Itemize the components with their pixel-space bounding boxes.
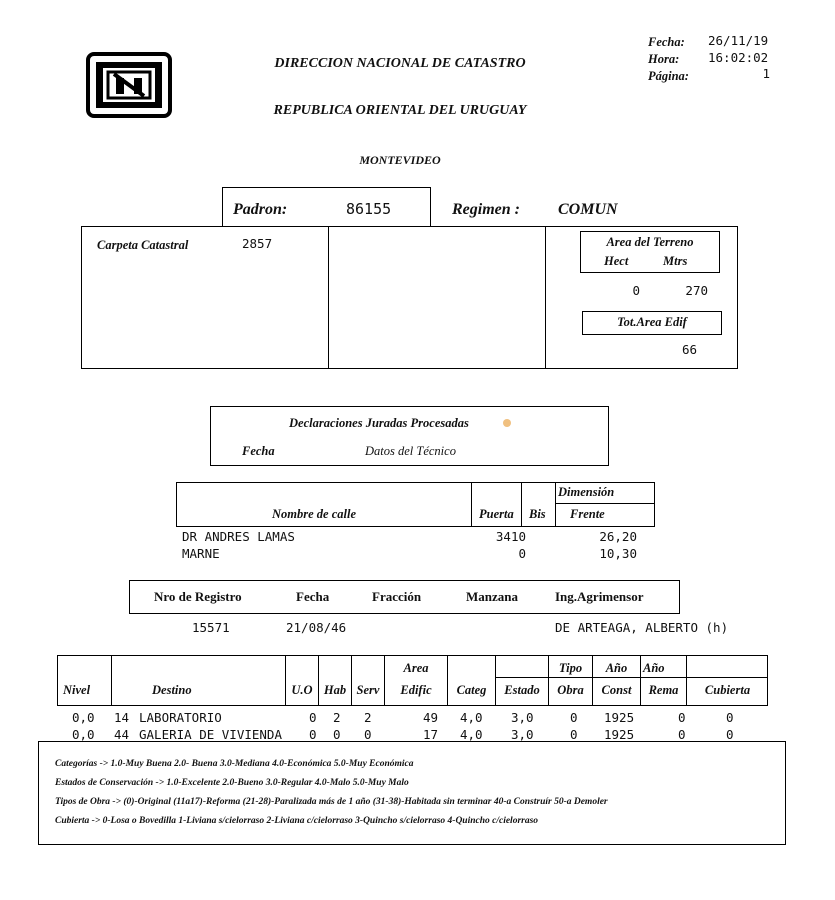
calle-row-1-puerta: 3410 — [495, 529, 526, 544]
u-row-2-area: 17 — [422, 727, 438, 742]
regimen-label: Regimen : — [452, 201, 520, 218]
bis-header: Bis — [529, 507, 546, 521]
uh-div-2 — [285, 655, 286, 706]
u-row-2-tipo: 0 — [570, 727, 578, 742]
u-row-1-uo: 0 — [309, 710, 317, 725]
u-row-2-estado: 3,0 — [511, 727, 534, 742]
registro-ing-value: DE ARTEAGA, ALBERTO (h) — [555, 620, 729, 635]
agency-title: DIRECCION NACIONAL DE CATASTRO — [274, 56, 526, 71]
catastro-logo — [86, 52, 172, 118]
department-title: MONTEVIDEO — [359, 153, 441, 167]
h-uo: U.O — [291, 683, 313, 697]
u-row-1-tipo: 0 — [570, 710, 578, 725]
h-const-top: Año — [605, 661, 628, 675]
declaraciones-fecha-label: Fecha — [242, 444, 275, 458]
hora-value: 16:02:02 — [708, 50, 769, 65]
legend-box — [38, 741, 786, 845]
frente-header: Frente — [570, 507, 605, 521]
legend-cubierta: Cubierta -> 0-Losa o Bovedilla 1-Liviana s/cielorraso 2-Liviana c/cielorraso 3-Quincho s/cielorraso 4-Quincho c/cielorraso — [55, 816, 539, 826]
h-categ: Categ — [456, 683, 487, 697]
uh-div-1 — [111, 655, 112, 706]
calle-row-1-frente: 26,20 — [599, 529, 637, 544]
u-row-1-serv: 2 — [364, 710, 372, 725]
calles-divider-2 — [521, 482, 522, 527]
legend-tipos: Tipos de Obra -> (0)-Original (11a17)-Reforma (21-28)-Paralizada más de 1 año (31-38)-Habitada sin terminar 40-a Construír 50-a Demoler — [55, 797, 608, 807]
nombre-calle-header: Nombre de calle — [272, 507, 357, 521]
h-tipo-bottom: Obra — [557, 683, 584, 697]
hect-value: 0 — [632, 283, 640, 298]
registro-manzana-header: Manzana — [466, 589, 518, 604]
u-row-1-estado: 3,0 — [511, 710, 534, 725]
h-estado: Estado — [504, 683, 540, 697]
pagina-label: Página: — [648, 69, 689, 83]
u-row-1-hab: 2 — [333, 710, 341, 725]
u-row-2-cod: 44 — [114, 727, 130, 742]
uh-div-6 — [447, 655, 448, 706]
declaraciones-tecnico-label: Datos del Técnico — [365, 444, 456, 458]
registro-nro-header: Nro de Registro — [154, 589, 242, 604]
registro-nro-value: 15571 — [192, 620, 230, 635]
calles-divider-1 — [471, 482, 472, 527]
tot-area-value: 66 — [681, 342, 697, 357]
calle-row-2-nombre: MARNE — [182, 546, 220, 561]
carpeta-divider-2 — [545, 226, 546, 369]
registro-fecha-header: Fecha — [296, 589, 330, 604]
uh-div-3 — [318, 655, 319, 706]
u-row-2-const: 1925 — [604, 727, 635, 742]
area-terreno-label: Area del Terreno — [606, 235, 694, 249]
uh-div-7 — [495, 655, 496, 706]
u-row-1-destino: LABORATORIO — [139, 710, 222, 725]
h-tipo-top: Tipo — [558, 661, 583, 675]
registro-fecha-value: 21/08/46 — [286, 620, 347, 635]
h-rema-top: Año — [643, 661, 665, 675]
u-row-2-uo: 0 — [309, 727, 317, 742]
u-row-1-categ: 4,0 — [460, 710, 483, 725]
status-dot — [503, 419, 511, 427]
hora-label: Hora: — [648, 52, 680, 66]
u-row-1-area: 49 — [422, 710, 438, 725]
u-row-2-nivel: 0,0 — [72, 727, 95, 742]
legend-estados: Estados de Conservación -> 1.0-Excelente 2.0-Bueno 3.0-Regular 4.0-Malo 5.0-Muy Malo — [55, 778, 409, 788]
h-cubierta: Cubierta — [704, 683, 751, 697]
u-row-1-cod: 14 — [114, 710, 130, 725]
calle-row-2-puerta: 0 — [518, 546, 526, 561]
calle-row-1-nombre: DR ANDRES LAMAS — [182, 529, 295, 544]
calle-row-2-frente: 10,30 — [599, 546, 637, 561]
mtrs-value: 270 — [685, 283, 708, 298]
h-destino: Destino — [152, 683, 192, 697]
carpeta-label: Carpeta Catastral — [97, 238, 189, 252]
dimension-header: Dimensión — [558, 485, 615, 499]
u-row-1-nivel: 0,0 — [72, 710, 95, 725]
h-hab: Hab — [323, 683, 347, 697]
fecha-value: 26/11/19 — [708, 33, 769, 48]
tot-area-label: Tot.Area Edif — [617, 315, 687, 329]
regimen-value: COMUN — [558, 201, 618, 218]
declaraciones-title: Declaraciones Juradas Procesadas — [289, 416, 469, 430]
u-row-2-categ: 4,0 — [460, 727, 483, 742]
h-const-bottom: Const — [601, 683, 632, 697]
u-row-1-const: 1925 — [604, 710, 635, 725]
uh-div-h — [495, 677, 768, 678]
carpeta-value: 2857 — [242, 236, 273, 251]
puerta-header: Puerta — [479, 507, 514, 521]
uh-div-10 — [640, 655, 641, 706]
h-area-top: Area — [403, 661, 429, 675]
h-area-bottom: Edific — [400, 683, 432, 697]
u-row-2-destino: GALERIA DE VIVIENDA — [139, 727, 282, 742]
mtrs-label: Mtrs — [663, 254, 688, 268]
u-row-2-hab: 0 — [333, 727, 341, 742]
padron-label: Padron: — [233, 201, 288, 218]
registro-ing-header: Ing.Agrimensor — [555, 589, 644, 604]
country-title: REPUBLICA ORIENTAL DEL URUGUAY — [273, 103, 527, 118]
uh-div-11 — [686, 655, 687, 706]
u-row-1-rema: 0 — [678, 710, 686, 725]
carpeta-divider-1 — [328, 226, 329, 369]
legend-categorias: Categorías -> 1.0-Muy Buena 2.0- Buena 3.0-Mediana 4.0-Económica 5.0-Muy Económica — [55, 759, 414, 769]
uh-div-4 — [351, 655, 352, 706]
u-row-2-cubierta: 0 — [726, 727, 734, 742]
u-row-2-rema: 0 — [678, 727, 686, 742]
h-nivel: Nivel — [63, 683, 91, 697]
h-rema-bottom: Rema — [648, 683, 679, 697]
calles-divider-4 — [555, 503, 655, 504]
fecha-label: Fecha: — [648, 35, 685, 49]
calles-divider-3 — [555, 482, 556, 527]
registro-fraccion-header: Fracción — [372, 589, 422, 604]
u-row-1-cubierta: 0 — [726, 710, 734, 725]
hect-label: Hect — [604, 254, 629, 268]
u-row-2-serv: 0 — [364, 727, 372, 742]
h-serv: Serv — [356, 683, 380, 697]
pagina-value: 1 — [762, 66, 770, 81]
padron-value: 86155 — [346, 200, 392, 218]
